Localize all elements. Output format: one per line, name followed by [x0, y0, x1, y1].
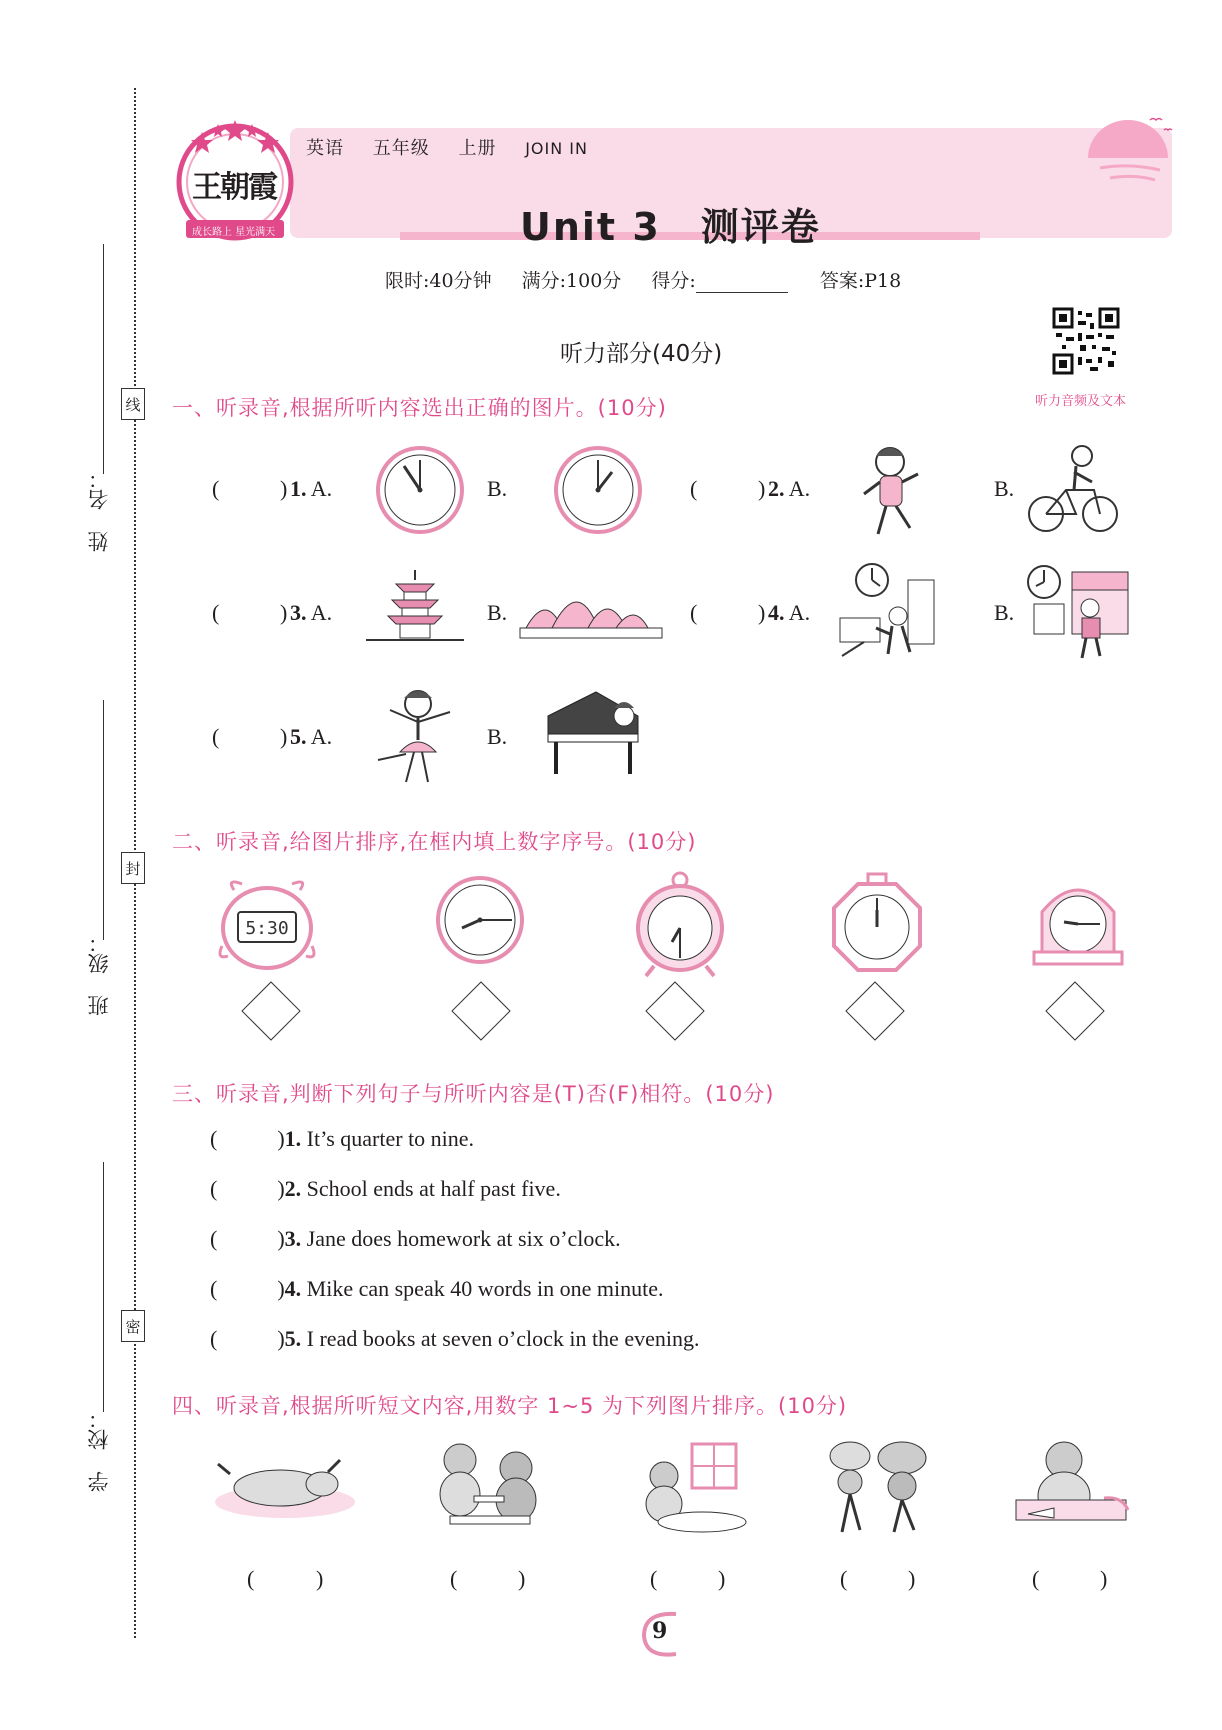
time-limit: 限时:40分钟 — [385, 270, 492, 292]
octagon-clock-icon[interactable] — [830, 872, 924, 976]
q4-number: 4. A. — [768, 600, 811, 625]
answer-box[interactable] — [1045, 981, 1104, 1040]
digital-clock-icon[interactable] — [212, 876, 322, 976]
qr-label: 听力音频及文本 — [1035, 394, 1127, 409]
answer-paren-close: ) — [280, 600, 288, 625]
running-girl-icon[interactable] — [852, 438, 932, 542]
meta-line — [385, 266, 925, 293]
score-label: 得分: — [651, 270, 696, 292]
page-number: 9 — [652, 1618, 668, 1644]
answer-paren-close: ) — [718, 1566, 726, 1591]
score-blank[interactable] — [696, 274, 788, 293]
hippos-walking-icon[interactable] — [820, 1438, 934, 1538]
answer-paren-close: ) — [758, 476, 766, 501]
name-label: 姓 名： — [87, 468, 111, 552]
grade: 五年级 — [372, 138, 430, 159]
bicycle-boy-icon[interactable] — [1024, 442, 1122, 534]
section1-title: 一、听录音,根据所听内容选出正确的图片。(10分) — [172, 396, 667, 420]
answer-paren-close: ) — [908, 1566, 916, 1591]
answer-paren-open: ( — [690, 476, 698, 501]
school-label: 学 校： — [87, 1408, 111, 1492]
answer-paren-open: ( — [212, 724, 220, 749]
answer-paren-open: ( — [1032, 1566, 1040, 1591]
volume: 上册 — [458, 138, 497, 159]
hippo-sleeping-icon[interactable] — [210, 1444, 360, 1524]
answer-box[interactable] — [451, 981, 510, 1040]
ballet-dancer-icon[interactable] — [370, 682, 466, 788]
hippo-window-icon[interactable] — [636, 1440, 752, 1536]
logo-slogan: 成长路上 星光满天 — [192, 227, 276, 238]
answer-paren-open: ( — [840, 1566, 848, 1591]
answer-paren-open: ( — [212, 476, 220, 501]
answer-paren-open: ( — [450, 1566, 458, 1591]
opera-house-icon[interactable] — [516, 572, 666, 644]
hippo-reading-icon[interactable] — [1008, 1438, 1134, 1532]
section4-title: 四、听录音,根据所听短文内容,用数字 1~5 为下列图片排序。(10分) — [172, 1394, 848, 1418]
subject-line — [306, 134, 610, 160]
answer-box[interactable] — [845, 981, 904, 1040]
tf-item: ( )3. Jane does homework at six o’clock. — [210, 1226, 621, 1251]
binding-tag-seal: 封 — [121, 852, 145, 884]
binding-tag-secret: 密 — [121, 1310, 145, 1342]
name-line[interactable] — [103, 244, 104, 474]
piano-icon[interactable] — [542, 686, 648, 780]
alarm-clock-icon[interactable] — [632, 870, 728, 980]
page-title: Unit 3 测评卷 — [520, 205, 821, 249]
answer-paren-open: ( — [212, 600, 220, 625]
sunset-icon — [1080, 108, 1180, 188]
answer-paren-close: ) — [280, 724, 288, 749]
subject: 英语 — [306, 138, 344, 159]
digital-clock-text: 5:30 — [245, 918, 289, 939]
section2-title: 二、听录音,给图片排序,在框内填上数字序号。(10分) — [172, 830, 697, 854]
answer-paren-open: ( — [650, 1566, 658, 1591]
q5-option-b: B. — [487, 724, 508, 749]
section3-title: 三、听录音,判断下列句子与所听内容是(T)否(F)相符。(10分) — [172, 1082, 775, 1106]
answer-box[interactable] — [645, 981, 704, 1040]
q2-option-b: B. — [994, 476, 1015, 501]
tf-item: ( )5. I read books at seven o’clock in the evening. — [210, 1326, 700, 1351]
tf-item: ( )4. Mike can speak 40 words in one minute. — [210, 1276, 664, 1301]
answer-paren-close: ) — [758, 600, 766, 625]
answer-ref: 答案:P18 — [819, 270, 902, 292]
answer-paren-open: ( — [247, 1566, 255, 1591]
listening-title: 听力部分(40分) — [560, 341, 723, 367]
q4-option-b: B. — [994, 600, 1015, 625]
school-line[interactable] — [103, 1162, 104, 1412]
clock-icon[interactable] — [434, 874, 526, 966]
class-line[interactable] — [103, 700, 104, 940]
answer-paren-close: ) — [1100, 1566, 1108, 1591]
arriving-school-icon[interactable] — [1024, 562, 1130, 662]
answer-paren-close: ) — [280, 476, 288, 501]
clock-icon[interactable] — [552, 444, 644, 536]
binding-tag-line: 线 — [121, 388, 145, 420]
q3-number: 3. A. — [290, 600, 333, 625]
pagoda-icon[interactable] — [362, 566, 468, 646]
tf-item: ( )2. School ends at half past five. — [210, 1176, 561, 1201]
answer-paren-open: ( — [690, 600, 698, 625]
q5-number: 5. A. — [290, 724, 333, 749]
class-label: 班 级： — [87, 932, 111, 1016]
mantel-clock-icon[interactable] — [1030, 872, 1126, 974]
answer-paren-close: ) — [316, 1566, 324, 1591]
q3-option-b: B. — [487, 600, 508, 625]
answer-paren-close: ) — [518, 1566, 526, 1591]
tf-item: ( )1. It’s quarter to nine. — [210, 1126, 475, 1151]
full-score: 满分:100分 — [521, 270, 622, 292]
hippos-eating-icon[interactable] — [434, 1438, 544, 1534]
logo-text: 王朝霞 — [192, 170, 276, 205]
leaving-home-icon[interactable] — [832, 560, 938, 666]
clock-icon[interactable] — [374, 444, 466, 536]
edition: JOIN IN — [525, 139, 588, 158]
q2-number: 2. A. — [768, 476, 811, 501]
q1-number: 1. A. — [290, 476, 333, 501]
q1-option-b: B. — [487, 476, 508, 501]
answer-box[interactable] — [241, 981, 300, 1040]
qr-code-icon[interactable] — [1052, 307, 1120, 375]
